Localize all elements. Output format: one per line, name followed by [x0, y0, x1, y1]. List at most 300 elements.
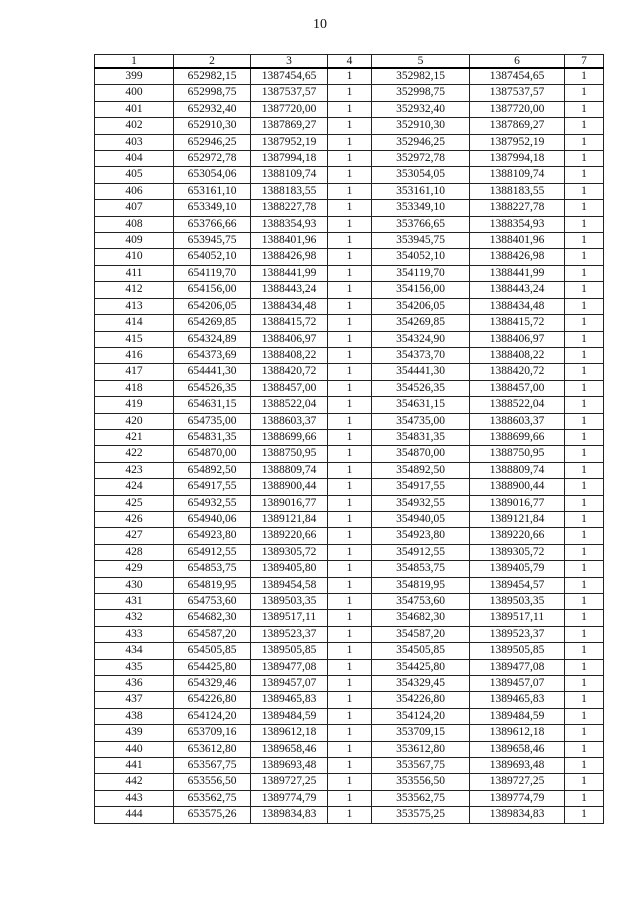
col-4-value-cell: 1: [328, 68, 372, 85]
column-header: 5: [372, 55, 470, 69]
y-coordinate-alt-cell: 1388603,37: [470, 413, 565, 429]
col-7-value-cell: 1: [565, 315, 604, 331]
x-coordinate-cell: 654940,06: [174, 511, 251, 527]
y-coordinate-alt-cell: 1387952,19: [470, 134, 565, 150]
point-number-cell: 420: [95, 413, 174, 429]
x-coordinate-alt-cell: 353612,80: [372, 741, 470, 757]
x-coordinate-cell: 653945,75: [174, 233, 251, 249]
x-coordinate-cell: 654753,60: [174, 594, 251, 610]
y-coordinate-alt-cell: 1388443,24: [470, 282, 565, 298]
y-coordinate-cell: 1389612,18: [251, 725, 328, 741]
point-number-cell: 423: [95, 462, 174, 478]
y-coordinate-alt-cell: 1389503,35: [470, 594, 565, 610]
col-7-value-cell: 1: [565, 790, 604, 806]
x-coordinate-cell: 653612,80: [174, 741, 251, 757]
table-row: [95, 479, 604, 495]
x-coordinate-cell: 654373,69: [174, 347, 251, 363]
col-4-value-cell: 1: [328, 265, 372, 281]
y-coordinate-cell: 1388420,72: [251, 364, 328, 380]
table-row: [95, 233, 604, 249]
point-number-cell: 430: [95, 577, 174, 593]
point-number-cell: 415: [95, 331, 174, 347]
y-coordinate-cell: 1389727,25: [251, 774, 328, 790]
y-coordinate-alt-cell: 1388406,97: [470, 331, 565, 347]
point-number-cell: 431: [95, 594, 174, 610]
x-coordinate-alt-cell: 353945,75: [372, 233, 470, 249]
x-coordinate-alt-cell: 354753,60: [372, 594, 470, 610]
y-coordinate-cell: 1388434,48: [251, 298, 328, 314]
table-row: [95, 249, 604, 265]
col-4-value-cell: 1: [328, 183, 372, 199]
x-coordinate-alt-cell: 354329,45: [372, 676, 470, 692]
table-row: [95, 774, 604, 790]
col-7-value-cell: 1: [565, 298, 604, 314]
col-4-value-cell: 1: [328, 807, 372, 823]
table-row: [95, 347, 604, 363]
x-coordinate-cell: 654631,15: [174, 397, 251, 413]
col-4-value-cell: 1: [328, 594, 372, 610]
point-number-cell: 407: [95, 200, 174, 216]
x-coordinate-cell: 654226,80: [174, 692, 251, 708]
y-coordinate-alt-cell: 1388183,55: [470, 183, 565, 199]
y-coordinate-alt-cell: 1388434,48: [470, 298, 565, 314]
x-coordinate-cell: 652946,25: [174, 134, 251, 150]
col-7-value-cell: 1: [565, 216, 604, 232]
table-row: [95, 790, 604, 806]
y-coordinate-alt-cell: 1389477,08: [470, 659, 565, 675]
x-coordinate-alt-cell: 354940,05: [372, 511, 470, 527]
col-4-value-cell: 1: [328, 364, 372, 380]
y-coordinate-cell: 1389305,72: [251, 544, 328, 560]
y-coordinate-alt-cell: 1389658,46: [470, 741, 565, 757]
col-4-value-cell: 1: [328, 561, 372, 577]
y-coordinate-cell: 1389484,59: [251, 708, 328, 724]
col-4-value-cell: 1: [328, 626, 372, 642]
y-coordinate-cell: 1388401,96: [251, 233, 328, 249]
table-row: [95, 692, 604, 708]
y-coordinate-cell: 1388809,74: [251, 462, 328, 478]
y-coordinate-alt-cell: 1389505,85: [470, 643, 565, 659]
y-coordinate-cell: 1389505,85: [251, 643, 328, 659]
point-number-cell: 400: [95, 85, 174, 101]
col-4-value-cell: 1: [328, 216, 372, 232]
col-4-value-cell: 1: [328, 479, 372, 495]
table-body: [95, 68, 604, 823]
y-coordinate-cell: 1387454,65: [251, 68, 328, 85]
point-number-cell: 409: [95, 233, 174, 249]
col-7-value-cell: 1: [565, 758, 604, 774]
x-coordinate-alt-cell: 352982,15: [372, 68, 470, 85]
table-row: [95, 429, 604, 445]
y-coordinate-alt-cell: 1389834,83: [470, 807, 565, 823]
col-7-value-cell: 1: [565, 594, 604, 610]
x-coordinate-cell: 653556,50: [174, 774, 251, 790]
table-row: [95, 708, 604, 724]
col-4-value-cell: 1: [328, 511, 372, 527]
x-coordinate-cell: 653054,06: [174, 167, 251, 183]
y-coordinate-alt-cell: 1388354,93: [470, 216, 565, 232]
col-4-value-cell: 1: [328, 643, 372, 659]
y-coordinate-cell: 1389457,07: [251, 676, 328, 692]
point-number-cell: 417: [95, 364, 174, 380]
y-coordinate-alt-cell: 1388109,74: [470, 167, 565, 183]
col-4-value-cell: 1: [328, 446, 372, 462]
point-number-cell: 428: [95, 544, 174, 560]
point-number-cell: 440: [95, 741, 174, 757]
y-coordinate-cell: 1389454,58: [251, 577, 328, 593]
y-coordinate-alt-cell: 1387720,00: [470, 101, 565, 117]
col-7-value-cell: 1: [565, 380, 604, 396]
y-coordinate-cell: 1389503,35: [251, 594, 328, 610]
col-7-value-cell: 1: [565, 774, 604, 790]
point-number-cell: 434: [95, 643, 174, 659]
x-coordinate-alt-cell: 354505,85: [372, 643, 470, 659]
point-number-cell: 429: [95, 561, 174, 577]
y-coordinate-cell: 1388603,37: [251, 413, 328, 429]
column-header: 6: [470, 55, 565, 69]
point-number-cell: 435: [95, 659, 174, 675]
table-row: [95, 807, 604, 823]
col-7-value-cell: 1: [565, 708, 604, 724]
col-7-value-cell: 1: [565, 265, 604, 281]
col-7-value-cell: 1: [565, 397, 604, 413]
x-coordinate-cell: 654505,85: [174, 643, 251, 659]
col-7-value-cell: 1: [565, 610, 604, 626]
x-coordinate-cell: 654052,10: [174, 249, 251, 265]
x-coordinate-alt-cell: 354831,35: [372, 429, 470, 445]
column-header: 3: [251, 55, 328, 69]
x-coordinate-alt-cell: 354923,80: [372, 528, 470, 544]
x-coordinate-cell: 653562,75: [174, 790, 251, 806]
col-4-value-cell: 1: [328, 233, 372, 249]
x-coordinate-cell: 653567,75: [174, 758, 251, 774]
x-coordinate-alt-cell: 354819,95: [372, 577, 470, 593]
table-row: [95, 216, 604, 232]
col-4-value-cell: 1: [328, 85, 372, 101]
col-7-value-cell: 1: [565, 134, 604, 150]
col-7-value-cell: 1: [565, 528, 604, 544]
x-coordinate-alt-cell: 352998,75: [372, 85, 470, 101]
col-7-value-cell: 1: [565, 347, 604, 363]
table-row: [95, 68, 604, 85]
x-coordinate-alt-cell: 353054,05: [372, 167, 470, 183]
table-row: [95, 594, 604, 610]
point-number-cell: 427: [95, 528, 174, 544]
table-row: [95, 380, 604, 396]
col-7-value-cell: 1: [565, 200, 604, 216]
y-coordinate-cell: 1387994,18: [251, 151, 328, 167]
y-coordinate-cell: 1389465,83: [251, 692, 328, 708]
x-coordinate-cell: 653766,66: [174, 216, 251, 232]
column-header: 1: [95, 55, 174, 69]
y-coordinate-alt-cell: 1388415,72: [470, 315, 565, 331]
y-coordinate-alt-cell: 1389465,83: [470, 692, 565, 708]
point-number-cell: 443: [95, 790, 174, 806]
x-coordinate-cell: 653575,26: [174, 807, 251, 823]
table-row: [95, 676, 604, 692]
table-row: [95, 561, 604, 577]
col-4-value-cell: 1: [328, 774, 372, 790]
table-row: [95, 511, 604, 527]
table-row: [95, 183, 604, 199]
point-number-cell: 418: [95, 380, 174, 396]
point-number-cell: 414: [95, 315, 174, 331]
x-coordinate-alt-cell: 353766,65: [372, 216, 470, 232]
y-coordinate-alt-cell: 1389405,79: [470, 561, 565, 577]
x-coordinate-alt-cell: 354587,20: [372, 626, 470, 642]
x-coordinate-alt-cell: 354441,30: [372, 364, 470, 380]
table-row: [95, 577, 604, 593]
point-number-cell: 436: [95, 676, 174, 692]
table-row: [95, 528, 604, 544]
col-7-value-cell: 1: [565, 659, 604, 675]
table-row: [95, 495, 604, 511]
table-row: [95, 758, 604, 774]
point-number-cell: 413: [95, 298, 174, 314]
y-coordinate-cell: 1388415,72: [251, 315, 328, 331]
x-coordinate-alt-cell: 354119,70: [372, 265, 470, 281]
x-coordinate-cell: 652932,40: [174, 101, 251, 117]
table-header-row: [95, 55, 604, 69]
x-coordinate-alt-cell: 354226,80: [372, 692, 470, 708]
col-4-value-cell: 1: [328, 708, 372, 724]
x-coordinate-alt-cell: 354324,90: [372, 331, 470, 347]
x-coordinate-cell: 654124,20: [174, 708, 251, 724]
point-number-cell: 432: [95, 610, 174, 626]
x-coordinate-cell: 654441,30: [174, 364, 251, 380]
y-coordinate-alt-cell: 1389220,66: [470, 528, 565, 544]
col-7-value-cell: 1: [565, 151, 604, 167]
x-coordinate-cell: 654912,55: [174, 544, 251, 560]
col-4-value-cell: 1: [328, 741, 372, 757]
col-4-value-cell: 1: [328, 758, 372, 774]
col-7-value-cell: 1: [565, 676, 604, 692]
y-coordinate-cell: 1387952,19: [251, 134, 328, 150]
x-coordinate-alt-cell: 353556,50: [372, 774, 470, 790]
point-number-cell: 399: [95, 68, 174, 85]
table-row: [95, 200, 604, 216]
y-coordinate-alt-cell: 1388750,95: [470, 446, 565, 462]
table-row: [95, 741, 604, 757]
point-number-cell: 416: [95, 347, 174, 363]
y-coordinate-cell: 1388443,24: [251, 282, 328, 298]
table-row: [95, 298, 604, 314]
point-number-cell: 410: [95, 249, 174, 265]
col-4-value-cell: 1: [328, 725, 372, 741]
x-coordinate-alt-cell: 354870,00: [372, 446, 470, 462]
x-coordinate-cell: 654156,00: [174, 282, 251, 298]
point-number-cell: 408: [95, 216, 174, 232]
x-coordinate-cell: 654329,46: [174, 676, 251, 692]
x-coordinate-alt-cell: 354631,15: [372, 397, 470, 413]
x-coordinate-cell: 654425,80: [174, 659, 251, 675]
point-number-cell: 404: [95, 151, 174, 167]
x-coordinate-cell: 652972,78: [174, 151, 251, 167]
col-4-value-cell: 1: [328, 577, 372, 593]
table-row: [95, 544, 604, 560]
col-7-value-cell: 1: [565, 479, 604, 495]
x-coordinate-cell: 654917,55: [174, 479, 251, 495]
col-7-value-cell: 1: [565, 331, 604, 347]
y-coordinate-alt-cell: 1388426,98: [470, 249, 565, 265]
y-coordinate-alt-cell: 1389774,79: [470, 790, 565, 806]
point-number-cell: 405: [95, 167, 174, 183]
y-coordinate-cell: 1389693,48: [251, 758, 328, 774]
x-coordinate-cell: 654892,50: [174, 462, 251, 478]
col-4-value-cell: 1: [328, 315, 372, 331]
point-number-cell: 437: [95, 692, 174, 708]
x-coordinate-alt-cell: 353562,75: [372, 790, 470, 806]
col-4-value-cell: 1: [328, 495, 372, 511]
y-coordinate-alt-cell: 1389517,11: [470, 610, 565, 626]
y-coordinate-cell: 1388426,98: [251, 249, 328, 265]
table-row: [95, 315, 604, 331]
y-coordinate-alt-cell: 1389484,59: [470, 708, 565, 724]
y-coordinate-cell: 1388183,55: [251, 183, 328, 199]
x-coordinate-cell: 652910,30: [174, 118, 251, 134]
x-coordinate-alt-cell: 354912,55: [372, 544, 470, 560]
y-coordinate-cell: 1388457,00: [251, 380, 328, 396]
x-coordinate-alt-cell: 353567,75: [372, 758, 470, 774]
x-coordinate-cell: 652982,15: [174, 68, 251, 85]
y-coordinate-alt-cell: 1389121,84: [470, 511, 565, 527]
col-7-value-cell: 1: [565, 561, 604, 577]
table-row: [95, 626, 604, 642]
point-number-cell: 403: [95, 134, 174, 150]
x-coordinate-alt-cell: 353709,15: [372, 725, 470, 741]
y-coordinate-cell: 1388227,78: [251, 200, 328, 216]
y-coordinate-cell: 1387869,27: [251, 118, 328, 134]
col-4-value-cell: 1: [328, 347, 372, 363]
y-coordinate-alt-cell: 1389727,25: [470, 774, 565, 790]
x-coordinate-cell: 654870,00: [174, 446, 251, 462]
point-number-cell: 425: [95, 495, 174, 511]
col-4-value-cell: 1: [328, 331, 372, 347]
point-number-cell: 426: [95, 511, 174, 527]
col-4-value-cell: 1: [328, 282, 372, 298]
col-7-value-cell: 1: [565, 429, 604, 445]
col-7-value-cell: 1: [565, 741, 604, 757]
coordinates-table: [94, 54, 604, 824]
y-coordinate-cell: 1388750,95: [251, 446, 328, 462]
table-row: [95, 643, 604, 659]
col-4-value-cell: 1: [328, 118, 372, 134]
x-coordinate-cell: 653161,10: [174, 183, 251, 199]
y-coordinate-alt-cell: 1389457,07: [470, 676, 565, 692]
col-7-value-cell: 1: [565, 725, 604, 741]
col-4-value-cell: 1: [328, 676, 372, 692]
point-number-cell: 444: [95, 807, 174, 823]
y-coordinate-cell: 1389121,84: [251, 511, 328, 527]
point-number-cell: 424: [95, 479, 174, 495]
x-coordinate-alt-cell: 354682,30: [372, 610, 470, 626]
col-4-value-cell: 1: [328, 544, 372, 560]
y-coordinate-cell: 1389517,11: [251, 610, 328, 626]
col-7-value-cell: 1: [565, 626, 604, 642]
y-coordinate-cell: 1388441,99: [251, 265, 328, 281]
point-number-cell: 411: [95, 265, 174, 281]
column-header: 7: [565, 55, 604, 69]
col-4-value-cell: 1: [328, 200, 372, 216]
col-4-value-cell: 1: [328, 413, 372, 429]
x-coordinate-alt-cell: 352946,25: [372, 134, 470, 150]
x-coordinate-cell: 654324,89: [174, 331, 251, 347]
y-coordinate-cell: 1388900,44: [251, 479, 328, 495]
y-coordinate-cell: 1389405,80: [251, 561, 328, 577]
x-coordinate-alt-cell: 353349,10: [372, 200, 470, 216]
table-row: [95, 397, 604, 413]
col-4-value-cell: 1: [328, 167, 372, 183]
col-4-value-cell: 1: [328, 298, 372, 314]
x-coordinate-alt-cell: 354206,05: [372, 298, 470, 314]
col-4-value-cell: 1: [328, 659, 372, 675]
point-number-cell: 419: [95, 397, 174, 413]
y-coordinate-alt-cell: 1388457,00: [470, 380, 565, 396]
table-row: [95, 331, 604, 347]
col-7-value-cell: 1: [565, 544, 604, 560]
x-coordinate-alt-cell: 354932,55: [372, 495, 470, 511]
y-coordinate-cell: 1387720,00: [251, 101, 328, 117]
x-coordinate-alt-cell: 353161,10: [372, 183, 470, 199]
y-coordinate-alt-cell: 1389523,37: [470, 626, 565, 642]
col-7-value-cell: 1: [565, 807, 604, 823]
col-7-value-cell: 1: [565, 101, 604, 117]
table-row: [95, 610, 604, 626]
x-coordinate-cell: 654831,35: [174, 429, 251, 445]
x-coordinate-cell: 654206,05: [174, 298, 251, 314]
y-coordinate-alt-cell: 1388809,74: [470, 462, 565, 478]
col-7-value-cell: 1: [565, 233, 604, 249]
table-row: [95, 134, 604, 150]
x-coordinate-cell: 654269,85: [174, 315, 251, 331]
col-7-value-cell: 1: [565, 183, 604, 199]
y-coordinate-cell: 1389658,46: [251, 741, 328, 757]
point-number-cell: 439: [95, 725, 174, 741]
col-4-value-cell: 1: [328, 134, 372, 150]
table-row: [95, 151, 604, 167]
col-4-value-cell: 1: [328, 380, 372, 396]
x-coordinate-alt-cell: 352910,30: [372, 118, 470, 134]
point-number-cell: 412: [95, 282, 174, 298]
col-4-value-cell: 1: [328, 692, 372, 708]
col-7-value-cell: 1: [565, 249, 604, 265]
table-row: [95, 446, 604, 462]
y-coordinate-alt-cell: 1389016,77: [470, 495, 565, 511]
point-number-cell: 406: [95, 183, 174, 199]
y-coordinate-alt-cell: 1388227,78: [470, 200, 565, 216]
table-row: [95, 265, 604, 281]
col-7-value-cell: 1: [565, 413, 604, 429]
y-coordinate-alt-cell: 1388408,22: [470, 347, 565, 363]
y-coordinate-cell: 1388109,74: [251, 167, 328, 183]
y-coordinate-cell: 1388522,04: [251, 397, 328, 413]
point-number-cell: 433: [95, 626, 174, 642]
column-header: 2: [174, 55, 251, 69]
col-7-value-cell: 1: [565, 577, 604, 593]
y-coordinate-cell: 1388699,66: [251, 429, 328, 445]
y-coordinate-alt-cell: 1389454,57: [470, 577, 565, 593]
col-7-value-cell: 1: [565, 511, 604, 527]
x-coordinate-alt-cell: 352932,40: [372, 101, 470, 117]
point-number-cell: 442: [95, 774, 174, 790]
point-number-cell: 441: [95, 758, 174, 774]
y-coordinate-cell: 1387537,57: [251, 85, 328, 101]
col-7-value-cell: 1: [565, 118, 604, 134]
point-number-cell: 438: [95, 708, 174, 724]
col-7-value-cell: 1: [565, 462, 604, 478]
y-coordinate-cell: 1389774,79: [251, 790, 328, 806]
x-coordinate-alt-cell: 354156,00: [372, 282, 470, 298]
